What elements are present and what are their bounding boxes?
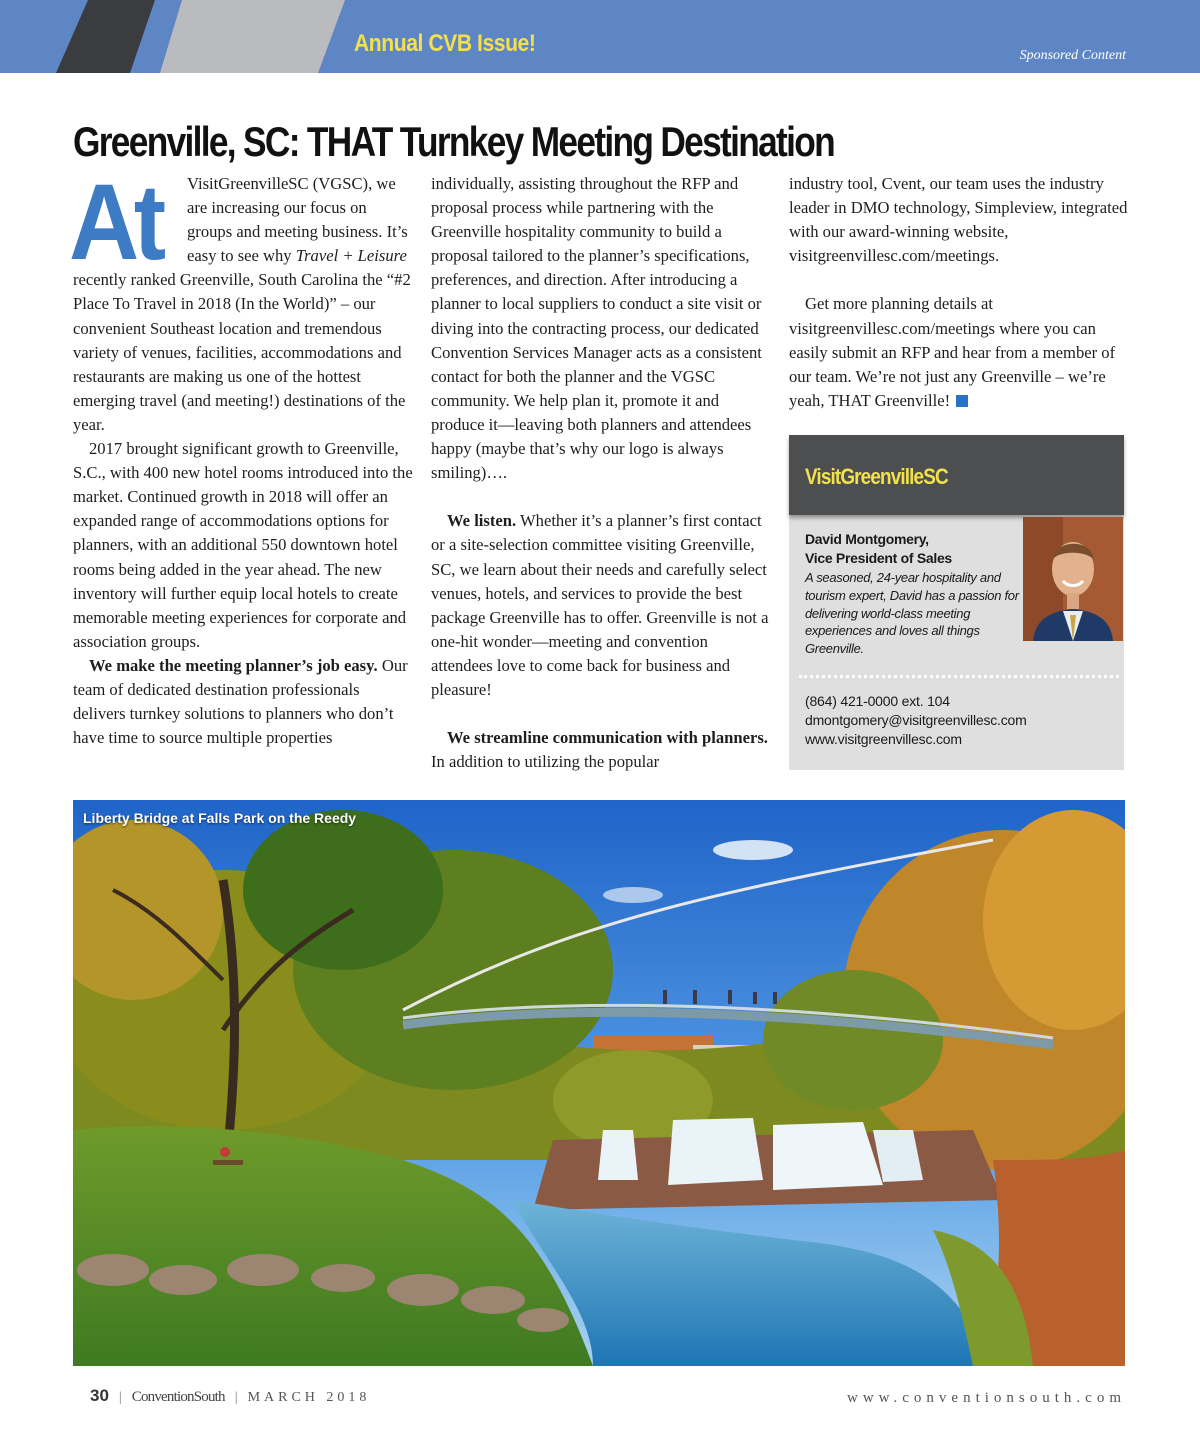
services-paragraph: individually, assisting throughout the RFP and proposal process while partnering with the Greenville hospitality community to build a proposal tailored to the planner’s specifications, preferences, and direction. After introducing a planner to local suppliers to conduct a site visit or diving into the contracting process, our dedicated Convention Services Manager acts as a consistent contact for both the planner and the VGSC community. We help plan it, promote it and produce it—leaving both planners and attendees happy (maybe that’s why our logo is always smiling)…. xyxy=(431,174,762,483)
streamline-paragraph xyxy=(431,726,771,774)
magazine-name: ConventionSouth xyxy=(131,1389,225,1405)
planner-text: Our team of dedicated destination professionals delivers turnkey solutions to planners who don’t have time to source multiple properties xyxy=(73,655,408,748)
issue-date: MARCH 2018 xyxy=(247,1390,371,1405)
article-column-2 xyxy=(431,172,771,774)
intro-paragraph xyxy=(69,161,413,437)
contact-card xyxy=(789,435,1124,770)
header-slant-graphic xyxy=(0,0,360,73)
footer-separator: | xyxy=(234,1390,238,1405)
growth-paragraph: 2017 brought significant growth to Greenville, S.C., with 400 new hotel rooms introduced into the market. Continued growth in 2018 will offer an expanded range of accommodations options for planners, with an additional 550 downtown hotel rooms being added in the year ahead. The new inventory will further equip local hotels to create memorable meeting experiences for corporate and association groups. xyxy=(73,439,413,651)
listen-paragraph xyxy=(431,509,771,702)
publication-name: Travel + Leisure xyxy=(295,246,407,266)
page-number: 30 xyxy=(90,1386,109,1405)
issue-header-band xyxy=(0,0,1200,73)
contact-email[interactable]: dmontgomery@visitgreenvillesc.com xyxy=(805,712,1027,728)
contact-details xyxy=(805,692,1027,749)
contact-bio: A seasoned, 24-year hospitality and tourism expert, David has a passion for delivering world-class meeting experiences and loves all things Greenville. xyxy=(805,570,1019,657)
contact-name: David Montgomery, xyxy=(805,531,929,547)
intro-lead-text: VisitGreenvilleSC (VGSC), we are increasing our focus on groups and meeting business. It’s easy to see why xyxy=(187,174,408,266)
page-footer xyxy=(90,1386,370,1406)
article-title: Greenville, SC: THAT Turnkey Meeting Destination xyxy=(73,118,834,165)
footer-separator: | xyxy=(118,1390,122,1405)
closing-paragraph xyxy=(789,292,1129,412)
closing-text: Get more planning details at visitgreenvillesc.com/meetings where you can easily submit an RFP and hear from a member of our team. We’re not just any Greenville – we’re yeah, THAT Greenville! xyxy=(789,294,1116,410)
card-divider xyxy=(799,675,1119,678)
liberty-bridge-photo xyxy=(73,800,1125,1366)
brand-name: VisitGreenvilleSC xyxy=(805,464,948,489)
planner-paragraph xyxy=(73,654,413,750)
streamline-text: In addition to utilizing the popular xyxy=(431,752,660,772)
article-column-3 xyxy=(789,172,1129,413)
end-mark-icon xyxy=(956,395,968,407)
contact-portrait xyxy=(1023,517,1123,641)
planner-heading: We make the meeting planner’s job easy. xyxy=(89,655,378,675)
tools-paragraph: industry tool, Cvent, our team uses the industry leader in DMO technology, Simpleview, integrated with our award-winning website, visitgreenvillesc.com/meetings. xyxy=(789,174,1128,266)
intro-rest-text: recently ranked Greenville, South Carolina the “#2 Place To Travel in 2018 (In the World)” – our convenient Southeast location and tremendous variety of venues, facilities, accommodations and restaurants are making us one of the hottest emerging travel (and meeting!) destinations of the year. xyxy=(73,270,411,434)
article-column-1 xyxy=(69,161,413,750)
issue-label: Annual CVB Issue! xyxy=(354,30,536,57)
sponsored-label: Sponsored Content xyxy=(1019,48,1126,63)
listen-text: Whether it’s a planner’s first contact or a site-selection committee visiting Greenville, SC, we learn about their needs and carefully select venues, hotels, and services to provide the best package Greenville has to offer. Greenville is not a one-hit wonder—meeting and convention attendees love to come back for business and pleasure! xyxy=(431,511,769,699)
photo-caption: Liberty Bridge at Falls Park on the Reedy xyxy=(83,810,357,826)
contact-phone: (864) 421-0000 ext. 104 xyxy=(805,693,950,709)
listen-heading: We listen. xyxy=(447,511,517,531)
contact-website[interactable]: www.visitgreenvillesc.com xyxy=(805,731,962,747)
footer-website[interactable]: www.conventionsouth.com xyxy=(846,1390,1126,1406)
drop-cap: At xyxy=(69,161,161,282)
contact-card-header xyxy=(789,435,1124,515)
streamline-heading: We streamline communication with planners. xyxy=(447,728,768,748)
contact-role: Vice President of Sales xyxy=(805,550,952,566)
